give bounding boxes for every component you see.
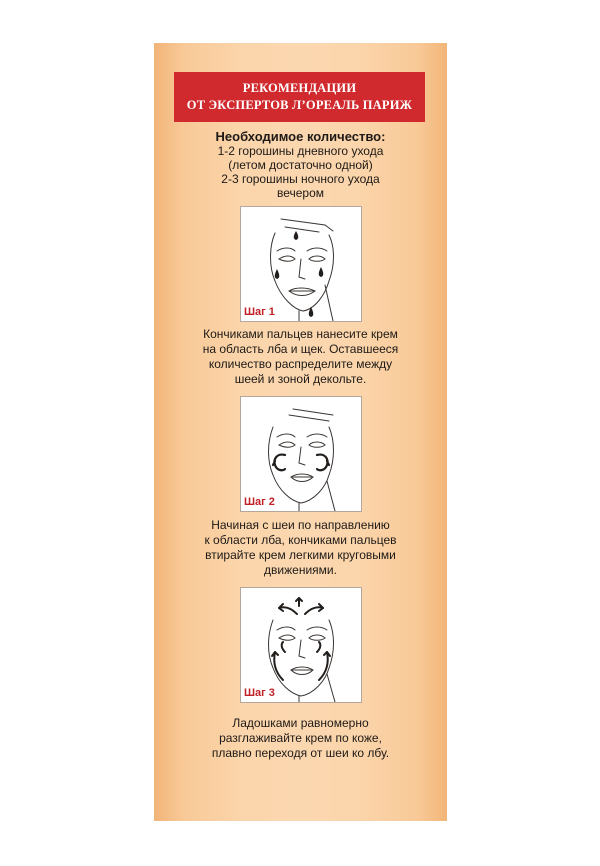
amount-line: вечером <box>276 186 325 200</box>
step-text-line: втирайте крем легкими круговыми <box>205 548 396 562</box>
step-3-illustration <box>240 587 362 703</box>
step-2-text <box>154 518 447 578</box>
amount-line: 2-3 горошины ночного ухода <box>221 172 380 186</box>
step-label: Шаг 3 <box>243 687 278 699</box>
step-text-line: количество распределите между <box>208 357 393 371</box>
face-icon <box>241 397 361 511</box>
step-label: Шаг 1 <box>243 306 278 318</box>
step-text-line: движениями. <box>264 563 337 577</box>
step-1-text <box>154 327 447 387</box>
step-text-line: разглаживайте крем по коже, <box>219 731 382 745</box>
step-text-line: Ладошками равномерно <box>232 716 369 730</box>
amount-line: (летом достаточно одной) <box>228 158 373 172</box>
amount-section <box>154 130 447 200</box>
step-text-line: Начиная с шеи по направлению <box>211 518 390 532</box>
amount-line: 1-2 горошины дневного ухода <box>217 144 384 158</box>
header-line-2: ОТ ЭКСПЕРТОВ Л’ОРЕАЛЬ ПАРИЖ <box>186 98 413 112</box>
circular-motion-icon <box>273 455 329 471</box>
face-icon <box>241 207 361 321</box>
step-text-line: плавно переходя от шеи ко лбу. <box>211 746 390 760</box>
instruction-panel <box>154 43 447 821</box>
step-1-illustration <box>240 206 362 322</box>
step-2-illustration <box>240 396 362 512</box>
step-text-line: шеей и зоной декольте. <box>234 372 367 386</box>
face-icon <box>241 588 361 702</box>
step-label: Шаг 2 <box>243 496 278 508</box>
step-text-line: к области лба, кончиками пальцев <box>204 533 397 547</box>
step-3-text <box>154 716 447 761</box>
step-text-line: Кончиками пальцев нанесите крем <box>203 327 398 341</box>
step-text-line: на область лба и щек. Оставшееся <box>202 342 399 356</box>
amount-heading: Необходимое количество: <box>215 129 386 144</box>
header-banner <box>174 72 425 122</box>
header-line-1: РЕКОМЕНДАЦИИ <box>242 81 357 95</box>
